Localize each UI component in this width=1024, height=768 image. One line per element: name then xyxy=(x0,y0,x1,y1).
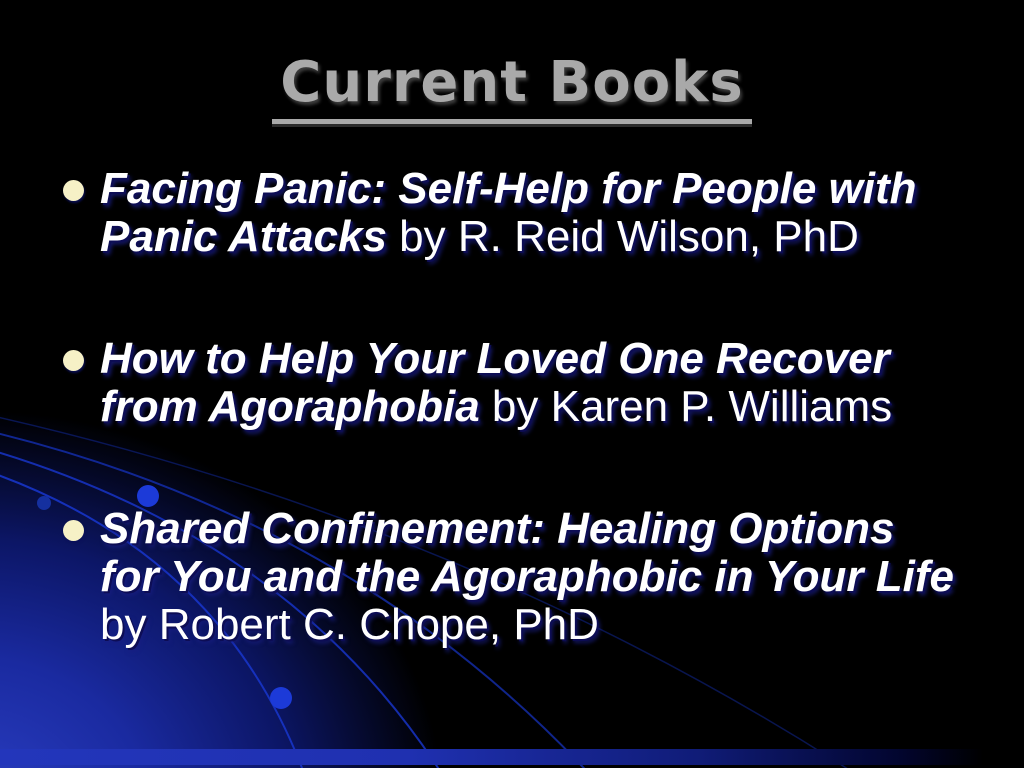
bullet-text-line xyxy=(100,505,1012,553)
slide-title-text: Current Books xyxy=(272,50,752,124)
book-title-text: Shared Confinement: Healing Options xyxy=(100,504,895,553)
bullet-text-line xyxy=(100,213,1012,261)
bullet-text-line xyxy=(100,601,1012,649)
author-text: by Robert C. Chope, PhD xyxy=(100,600,599,649)
bullet-text-line xyxy=(100,383,1012,431)
bullet-text xyxy=(100,335,1012,431)
bullet-item xyxy=(63,165,1012,261)
bullet-text-line xyxy=(100,165,1012,213)
slide-title xyxy=(0,50,1024,124)
bullet-text-line xyxy=(100,553,1012,601)
arc-node-dot xyxy=(270,687,292,709)
bullet-dot-icon xyxy=(63,350,84,371)
bullet-dot-icon xyxy=(63,180,84,201)
book-title-text: Facing Panic: Self-Help for People with xyxy=(100,164,917,213)
arc-node-dot xyxy=(37,496,51,510)
bullet-text xyxy=(100,165,1012,261)
book-title-text: for You and the Agoraphobic in Your Life xyxy=(100,552,954,601)
author-text: by Karen P. Williams xyxy=(479,382,893,431)
bullet-text xyxy=(100,505,1012,649)
book-title-text: How to Help Your Loved One Recover xyxy=(100,334,890,383)
bottom-accent-bar xyxy=(0,749,1024,765)
bullet-item xyxy=(63,335,1012,431)
book-title-text: from Agoraphobia xyxy=(100,382,480,431)
author-text: by R. Reid Wilson, PhD xyxy=(386,212,859,261)
bullet-dot-icon xyxy=(63,520,84,541)
book-title-text: Panic Attacks xyxy=(100,212,387,261)
bullet-item xyxy=(63,505,1012,649)
bullet-text-line xyxy=(100,335,1012,383)
bullet-list xyxy=(63,165,1012,649)
